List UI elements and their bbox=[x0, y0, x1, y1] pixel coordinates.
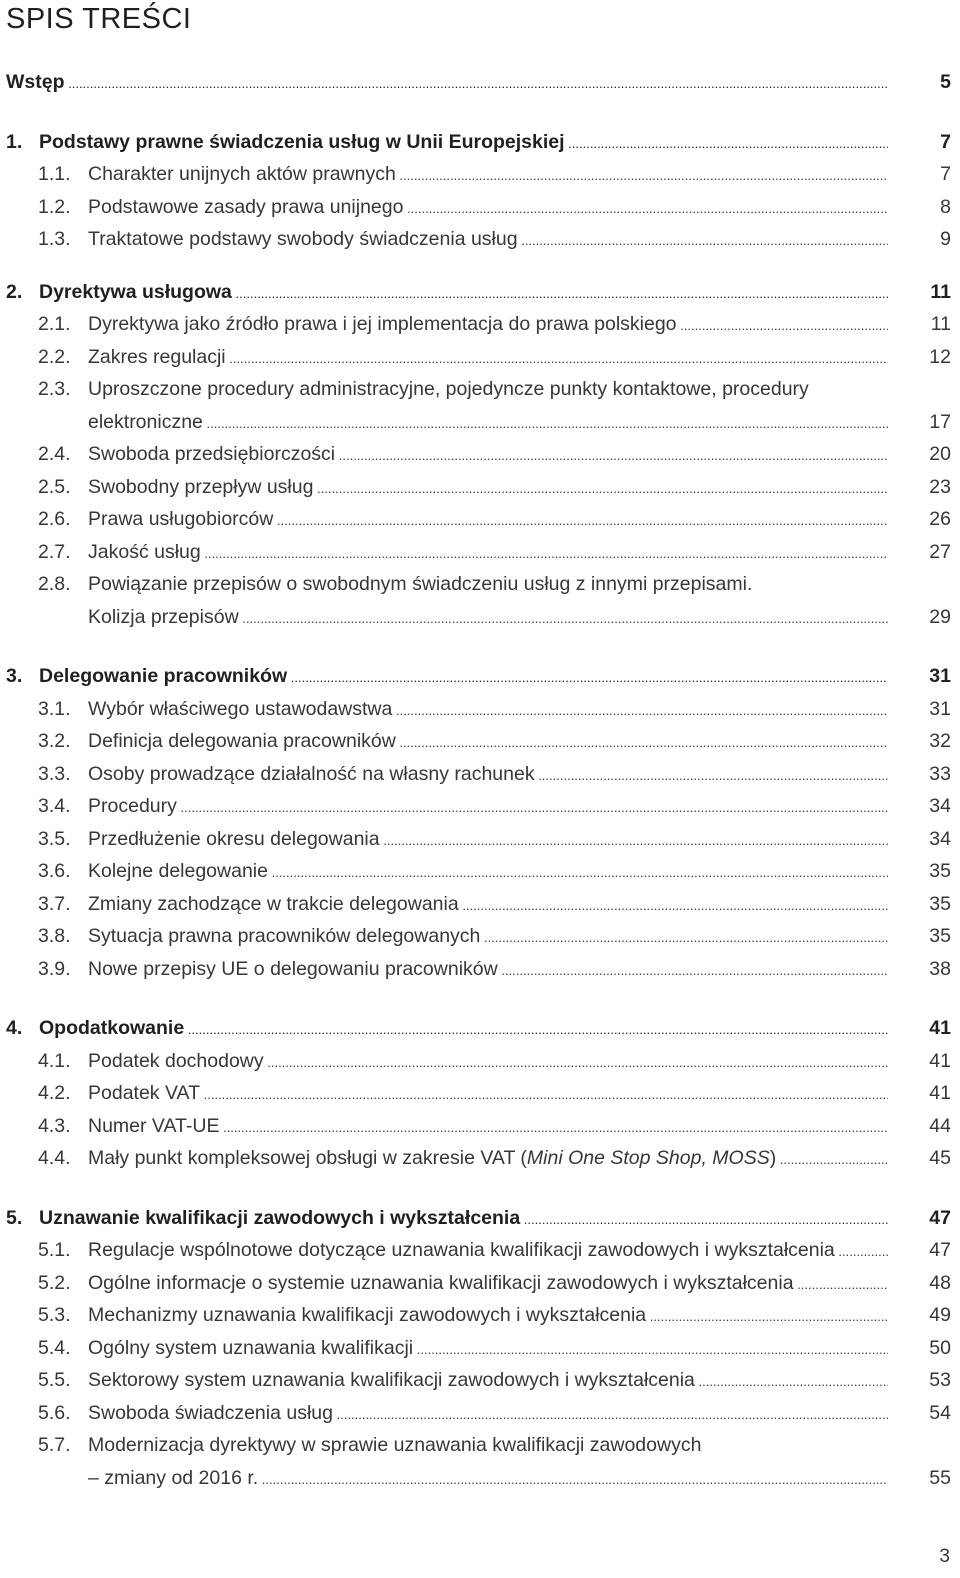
toc-entry-5-4[interactable] bbox=[0, 1332, 960, 1365]
toc-entry-3-4[interactable] bbox=[0, 790, 960, 823]
toc-entry-title: Przedłużenie okresu delegowania ..... bbox=[88, 823, 888, 858]
toc-entry-4-4[interactable] bbox=[0, 1142, 960, 1175]
toc-entry-5-7-cont[interactable] bbox=[0, 1462, 960, 1495]
toc-entry-title: Swoboda przedsiębiorczości ..... bbox=[88, 438, 888, 473]
toc-entry-number: 4.4. bbox=[38, 1147, 71, 1169]
toc-entry-page: 11 bbox=[930, 313, 951, 335]
toc-entry-page: 35 bbox=[929, 892, 951, 915]
toc-entry-title: Jakość usług ..... bbox=[88, 536, 888, 571]
toc-entry-title: Swobodny przepływ usług ..... bbox=[88, 471, 888, 506]
toc-entry-page: 27 bbox=[929, 540, 951, 563]
toc-entry-page: 20 bbox=[929, 443, 951, 465]
toc-entry-title-start: Mały punkt kompleksowej obsługi w zakresie VAT ( bbox=[88, 1147, 527, 1169]
toc-entry-3-2[interactable] bbox=[0, 725, 960, 758]
toc-entry-number: 5.7. bbox=[38, 1434, 71, 1456]
toc-entry-page: 29 bbox=[929, 605, 951, 628]
toc-entry-title: Procedury ..... bbox=[88, 790, 888, 825]
toc-entry-title: Uznawanie kwalifikacji zawodowych i wykształcenia ..... bbox=[39, 1202, 888, 1237]
toc-entry-number: 2.3. bbox=[38, 378, 71, 400]
page-number: 3 bbox=[939, 1546, 950, 1567]
toc-entry-number: 3.7. bbox=[38, 892, 71, 915]
toc-entry-number: 5.6. bbox=[38, 1401, 71, 1424]
toc-entry-title: Powiązanie przepisów o swobodnym świadczeniu usług z innymi przepisami. bbox=[88, 573, 753, 595]
toc-entry-title: Nowe przepisy UE o delegowaniu pracowników ..... bbox=[88, 953, 888, 988]
toc-entry-page: 54 bbox=[929, 1401, 951, 1424]
toc-entry-page: 31 bbox=[929, 697, 951, 720]
toc-entry-title: Wybór właściwego ustawodawstwa ..... bbox=[88, 693, 888, 728]
toc-entry-title: Uproszczone procedury administracyjne, pojedyncze punkty kontaktowe, procedury bbox=[88, 378, 809, 400]
toc-entry-number: 5.2. bbox=[38, 1271, 71, 1294]
toc-entry-title-continued: Kolizja przepisów ..... bbox=[88, 601, 888, 636]
toc-entry-number: 3.5. bbox=[38, 827, 71, 850]
toc-entry-page: 9 bbox=[940, 228, 951, 250]
toc-entry-page: 53 bbox=[929, 1369, 951, 1391]
toc-entry-title: Podatek dochodowy ..... bbox=[88, 1045, 888, 1080]
toc-entry-number: 1.1. bbox=[38, 163, 71, 185]
toc-entry-title: Zmiany zachodzące w trakcie delegowania ..... bbox=[88, 888, 888, 923]
toc-entry-title-continued: – zmiany od 2016 r. ..... bbox=[88, 1462, 888, 1497]
toc-entry-page: 35 bbox=[929, 925, 951, 947]
toc-entry-page: 49 bbox=[929, 1304, 951, 1326]
toc-entry-page: 26 bbox=[929, 508, 951, 530]
toc-entry-number: 3.6. bbox=[38, 860, 71, 882]
toc-entry-page: 34 bbox=[929, 795, 951, 817]
toc-entry-number: 5.5. bbox=[38, 1369, 71, 1391]
toc-entry-title: Zakres regulacji ..... bbox=[88, 341, 888, 376]
toc-entry-title: Wstęp ..... bbox=[6, 66, 888, 101]
toc-chapter-5[interactable] bbox=[0, 1202, 960, 1235]
toc-entry-page: 45 bbox=[929, 1147, 951, 1169]
toc-entry-number: 3.4. bbox=[38, 795, 71, 817]
toc-entry-2-5[interactable] bbox=[0, 471, 960, 504]
toc-entry-title: Osoby prowadzące działalność na własny rachunek ..... bbox=[88, 758, 888, 793]
toc-entry-title: Dyrektywa jako źródło prawa i jej implementacja do prawa polskiego ..... bbox=[88, 308, 888, 343]
toc-entry-title: Modernizacja dyrektywy w sprawie uznawania kwalifikacji zawodowych bbox=[88, 1434, 702, 1456]
toc-entry-title: Ogólne informacje o systemie uznawania kwalifikacji zawodowych i wykształcenia ..... bbox=[88, 1267, 888, 1302]
toc-entry-title-continued: elektroniczne ..... bbox=[88, 406, 888, 441]
toc-entry-page: 7 bbox=[940, 130, 951, 153]
toc-entry-number: 1. bbox=[6, 130, 23, 153]
toc-entry-number: 2.5. bbox=[38, 475, 71, 498]
toc-entry-5-1[interactable] bbox=[0, 1234, 960, 1267]
toc-entry-page: 41 bbox=[929, 1017, 951, 1039]
toc-entry-number: 2.2. bbox=[38, 345, 71, 368]
toc-entry-page: 11 bbox=[930, 280, 951, 303]
toc-entry-1-2[interactable] bbox=[0, 191, 960, 224]
toc-entry-5-3[interactable] bbox=[0, 1299, 960, 1332]
toc-entry-title: Podstawowe zasady prawa unijnego ..... bbox=[88, 191, 888, 226]
toc-entry-5-2[interactable] bbox=[0, 1267, 960, 1300]
toc-entry-number: 5.3. bbox=[38, 1304, 71, 1326]
toc-entry-page: 48 bbox=[929, 1271, 951, 1294]
toc-entry-page: 47 bbox=[929, 1206, 951, 1229]
toc-entry-number: 4.2. bbox=[38, 1082, 71, 1104]
toc-entry-number: 3.8. bbox=[38, 925, 71, 947]
toc-entry-1-1[interactable] bbox=[0, 158, 960, 191]
toc-entry-intro[interactable] bbox=[0, 66, 960, 99]
toc-entry-2-3[interactable] bbox=[0, 373, 960, 406]
toc-entry-2-1[interactable] bbox=[0, 308, 960, 341]
toc-entry-page: 31 bbox=[929, 665, 951, 687]
toc-entry-page: 55 bbox=[929, 1466, 951, 1489]
toc-entry-3-6[interactable] bbox=[0, 855, 960, 888]
toc-entry-title: Definicja delegowania pracowników ..... bbox=[88, 725, 888, 760]
toc-entry-title bbox=[88, 1142, 888, 1177]
toc-entry-number: 2.6. bbox=[38, 508, 71, 530]
toc-entry-number: 2.8. bbox=[38, 573, 71, 595]
toc-entry-number: 3.9. bbox=[38, 957, 71, 980]
toc-entry-title: Podstawy prawne świadczenia usług w Unii Europejskiej ..... bbox=[39, 126, 888, 161]
toc-entry-2-8[interactable] bbox=[0, 568, 960, 601]
toc-entry-title: Opodatkowanie ..... bbox=[39, 1012, 888, 1047]
toc-entry-page: 5 bbox=[940, 71, 951, 93]
toc-entry-title: Ogólny system uznawania kwalifikacji ..... bbox=[88, 1332, 888, 1367]
toc-entry-4-1[interactable] bbox=[0, 1045, 960, 1078]
toc-entry-number: 3.3. bbox=[38, 762, 71, 785]
toc-entry-3-7[interactable] bbox=[0, 888, 960, 921]
toc-entry-page: 35 bbox=[929, 860, 951, 882]
toc-entry-page: 8 bbox=[940, 195, 951, 218]
toc-chapter-4[interactable] bbox=[0, 1012, 960, 1045]
toc-entry-5-7[interactable] bbox=[0, 1429, 960, 1462]
toc-entry-number: 3.2. bbox=[38, 730, 71, 752]
toc-entry-page: 7 bbox=[940, 163, 951, 185]
table-of-contents bbox=[0, 66, 960, 1494]
toc-entry-2-2[interactable] bbox=[0, 341, 960, 374]
toc-entry-number: 5. bbox=[6, 1206, 23, 1229]
toc-entry-title: Sektorowy system uznawania kwalifikacji zawodowych i wykształcenia ..... bbox=[88, 1364, 888, 1399]
toc-entry-number: 2.1. bbox=[38, 313, 71, 335]
toc-entry-title: Traktatowe podstawy swobody świadczenia usług ..... bbox=[88, 223, 888, 258]
toc-entry-5-6[interactable] bbox=[0, 1397, 960, 1430]
toc-entry-page: 50 bbox=[929, 1336, 951, 1359]
toc-entry-page: 41 bbox=[929, 1049, 951, 1072]
toc-entry-page: 17 bbox=[929, 410, 951, 433]
toc-entry-title: Numer VAT-UE ..... bbox=[88, 1110, 888, 1145]
toc-entry-page: 38 bbox=[929, 957, 951, 980]
toc-entry-2-3-cont[interactable] bbox=[0, 406, 960, 439]
toc-entry-3-1[interactable] bbox=[0, 693, 960, 726]
toc-entry-number: 4.3. bbox=[38, 1114, 71, 1137]
toc-entry-number: 2.7. bbox=[38, 540, 71, 563]
toc-chapter-3[interactable] bbox=[0, 660, 960, 693]
toc-entry-page: 34 bbox=[929, 827, 951, 850]
toc-entry-page: 44 bbox=[929, 1114, 951, 1137]
toc-entry-2-6[interactable] bbox=[0, 503, 960, 536]
toc-entry-page: 41 bbox=[929, 1082, 951, 1104]
toc-entry-number: 1.3. bbox=[38, 228, 71, 250]
toc-entry-number: 5.4. bbox=[38, 1336, 71, 1359]
toc-entry-page: 47 bbox=[929, 1239, 951, 1261]
toc-entry-2-8-cont[interactable] bbox=[0, 601, 960, 634]
toc-entry-4-2[interactable] bbox=[0, 1077, 960, 1110]
toc-entry-number: 5.1. bbox=[38, 1239, 71, 1261]
toc-entry-3-8[interactable] bbox=[0, 920, 960, 953]
toc-entry-number: 2. bbox=[6, 280, 23, 303]
toc-entry-title: Swoboda świadczenia usług ..... bbox=[88, 1397, 888, 1432]
toc-entry-number: 1.2. bbox=[38, 195, 71, 218]
toc-entry-3-9[interactable] bbox=[0, 953, 960, 986]
toc-entry-3-5[interactable] bbox=[0, 823, 960, 856]
toc-entry-title: Sytuacja prawna pracowników delegowanych ..... bbox=[88, 920, 888, 955]
toc-chapter-1[interactable] bbox=[0, 126, 960, 159]
toc-entry-number: 3.1. bbox=[38, 697, 71, 720]
toc-entry-number: 4. bbox=[6, 1017, 23, 1039]
toc-entry-title: Kolejne delegowanie ..... bbox=[88, 855, 888, 890]
toc-entry-title: Prawa usługobiorców ..... bbox=[88, 503, 888, 538]
toc-entry-title-end: ) bbox=[769, 1147, 777, 1169]
toc-entry-3-3[interactable] bbox=[0, 758, 960, 791]
toc-entry-title: Charakter unijnych aktów prawnych ..... bbox=[88, 158, 888, 193]
toc-entry-number: 2.4. bbox=[38, 443, 71, 465]
toc-entry-2-7[interactable] bbox=[0, 536, 960, 569]
toc-entry-page: 12 bbox=[929, 345, 951, 368]
toc-entry-page: 23 bbox=[929, 475, 951, 498]
toc-entry-title: Delegowanie pracowników ..... bbox=[39, 660, 888, 695]
toc-entry-title: Mechanizmy uznawania kwalifikacji zawodowych i wykształcenia ..... bbox=[88, 1299, 888, 1334]
toc-entry-title: Regulacje wspólnotowe dotyczące uznawania kwalifikacji zawodowych i wykształcenia ..... bbox=[88, 1234, 888, 1269]
toc-entry-4-3[interactable] bbox=[0, 1110, 960, 1143]
toc-entry-number: 4.1. bbox=[38, 1049, 71, 1072]
toc-entry-title-italic: Mini One Stop Shop, MOSS bbox=[526, 1147, 770, 1169]
toc-entry-page: 32 bbox=[929, 730, 951, 752]
toc-entry-page: 33 bbox=[929, 762, 951, 785]
toc-entry-title: Podatek VAT ..... bbox=[88, 1077, 888, 1112]
toc-entry-2-4[interactable] bbox=[0, 438, 960, 471]
toc-entry-number: 3. bbox=[6, 665, 23, 687]
toc-entry-5-5[interactable] bbox=[0, 1364, 960, 1397]
toc-entry-title: Dyrektywa usługowa ..... bbox=[39, 276, 888, 311]
toc-chapter-2[interactable] bbox=[0, 276, 960, 309]
toc-entry-1-3[interactable] bbox=[0, 223, 960, 256]
page-title: SPIS TREŚCI bbox=[6, 3, 192, 35]
